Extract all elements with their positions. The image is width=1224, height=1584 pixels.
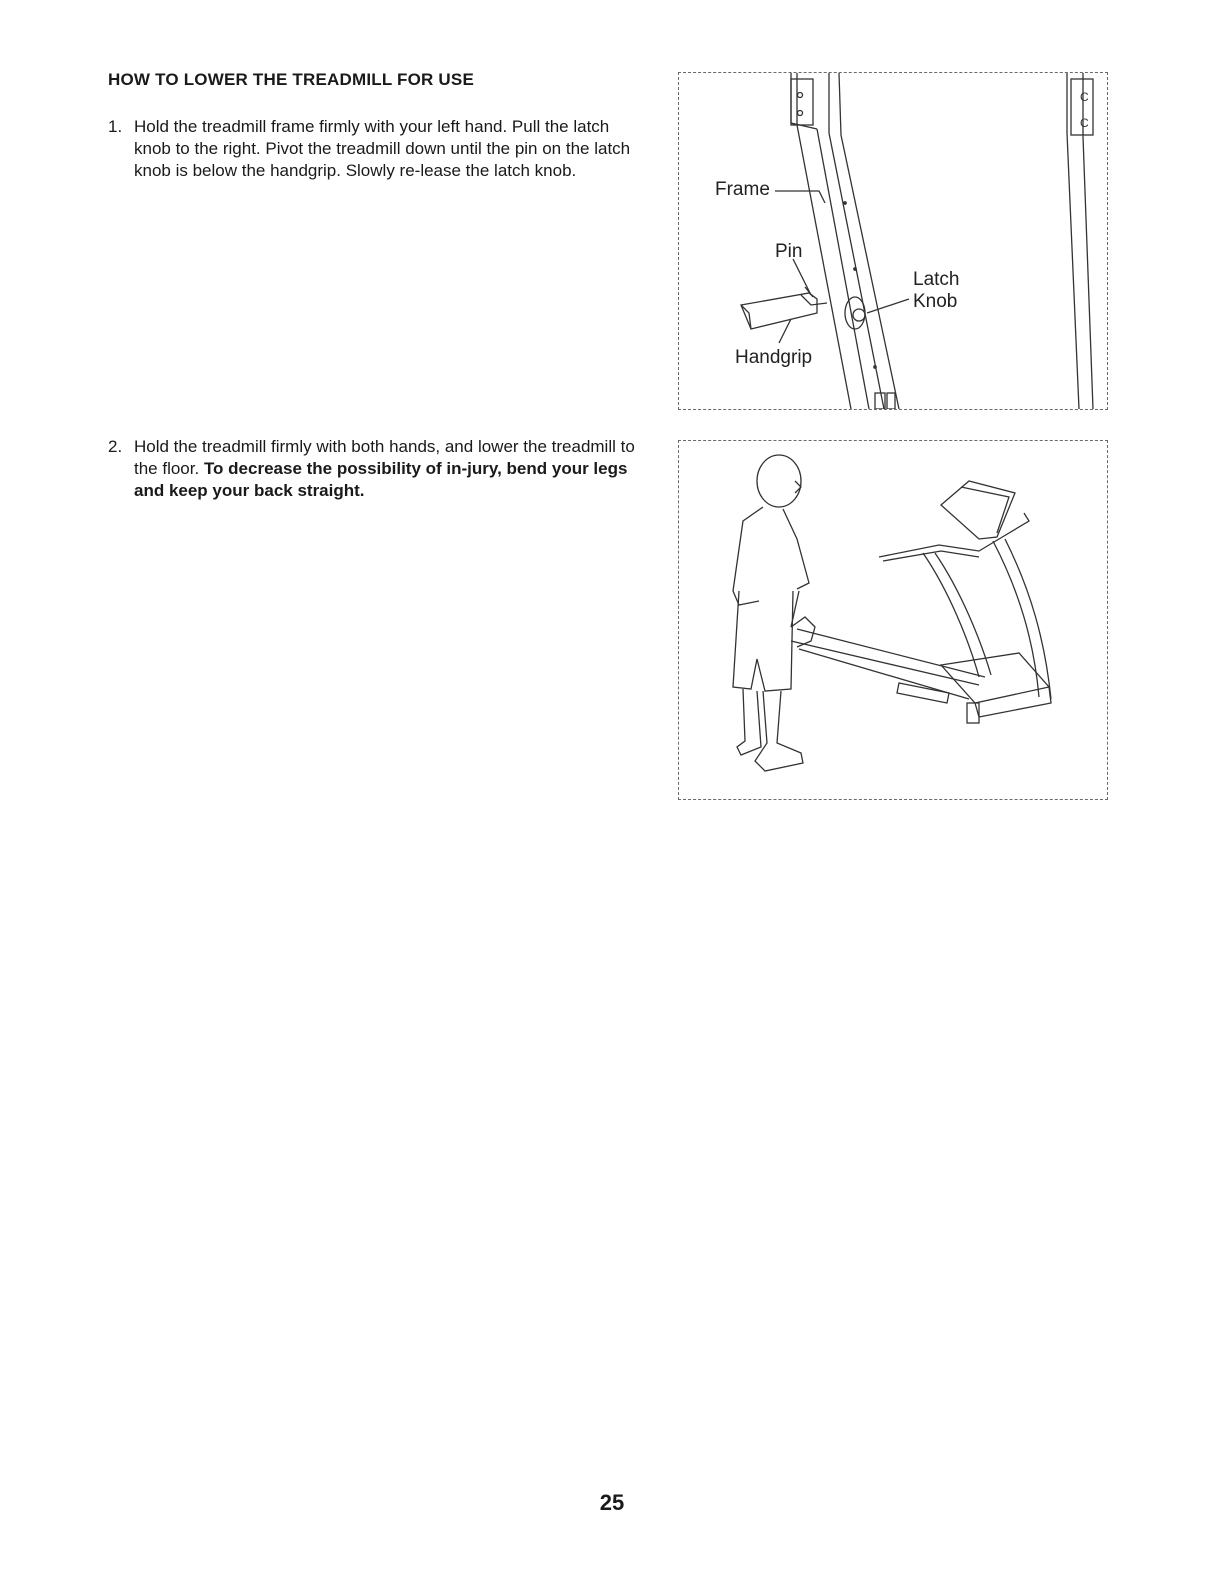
step-instruction: Hold the treadmill frame firmly with your left hand. Pull the latch knob to the right. Pivot the treadmill down until the pin on the latch knob is below the handgrip. Slowly re-lease the latch knob. — [134, 117, 631, 180]
step-instruction: Hold the treadmill firmly with both hands, and lower the treadmill to the floor. — [134, 437, 635, 478]
svg-text:C: C — [1080, 90, 1089, 104]
step-text — [134, 116, 648, 182]
step-number: 1. — [108, 117, 123, 136]
safety-warning: To decrease the possibility of in-jury, bend your legs and keep your back straight. — [134, 459, 628, 500]
lowering-treadmill-illustration — [678, 440, 1108, 800]
step-number: 2. — [108, 437, 123, 456]
page-number: 25 — [599, 1490, 625, 1515]
pin-label: Pin — [775, 241, 803, 262]
svg-text:C: C — [1080, 116, 1089, 130]
step-text — [134, 436, 648, 502]
handgrip-label: Handgrip — [735, 347, 813, 368]
step-1 — [108, 116, 648, 182]
latch-label: Latch — [913, 269, 960, 290]
knob-label: Knob — [913, 291, 958, 312]
latch-detail-illustration — [678, 72, 1108, 410]
frame-label: Frame — [715, 179, 770, 200]
step-2 — [108, 436, 648, 502]
section-heading: HOW TO LOWER THE TREADMILL FOR USE — [108, 70, 474, 89]
person-lowering-treadmill-drawing — [679, 441, 1107, 799]
